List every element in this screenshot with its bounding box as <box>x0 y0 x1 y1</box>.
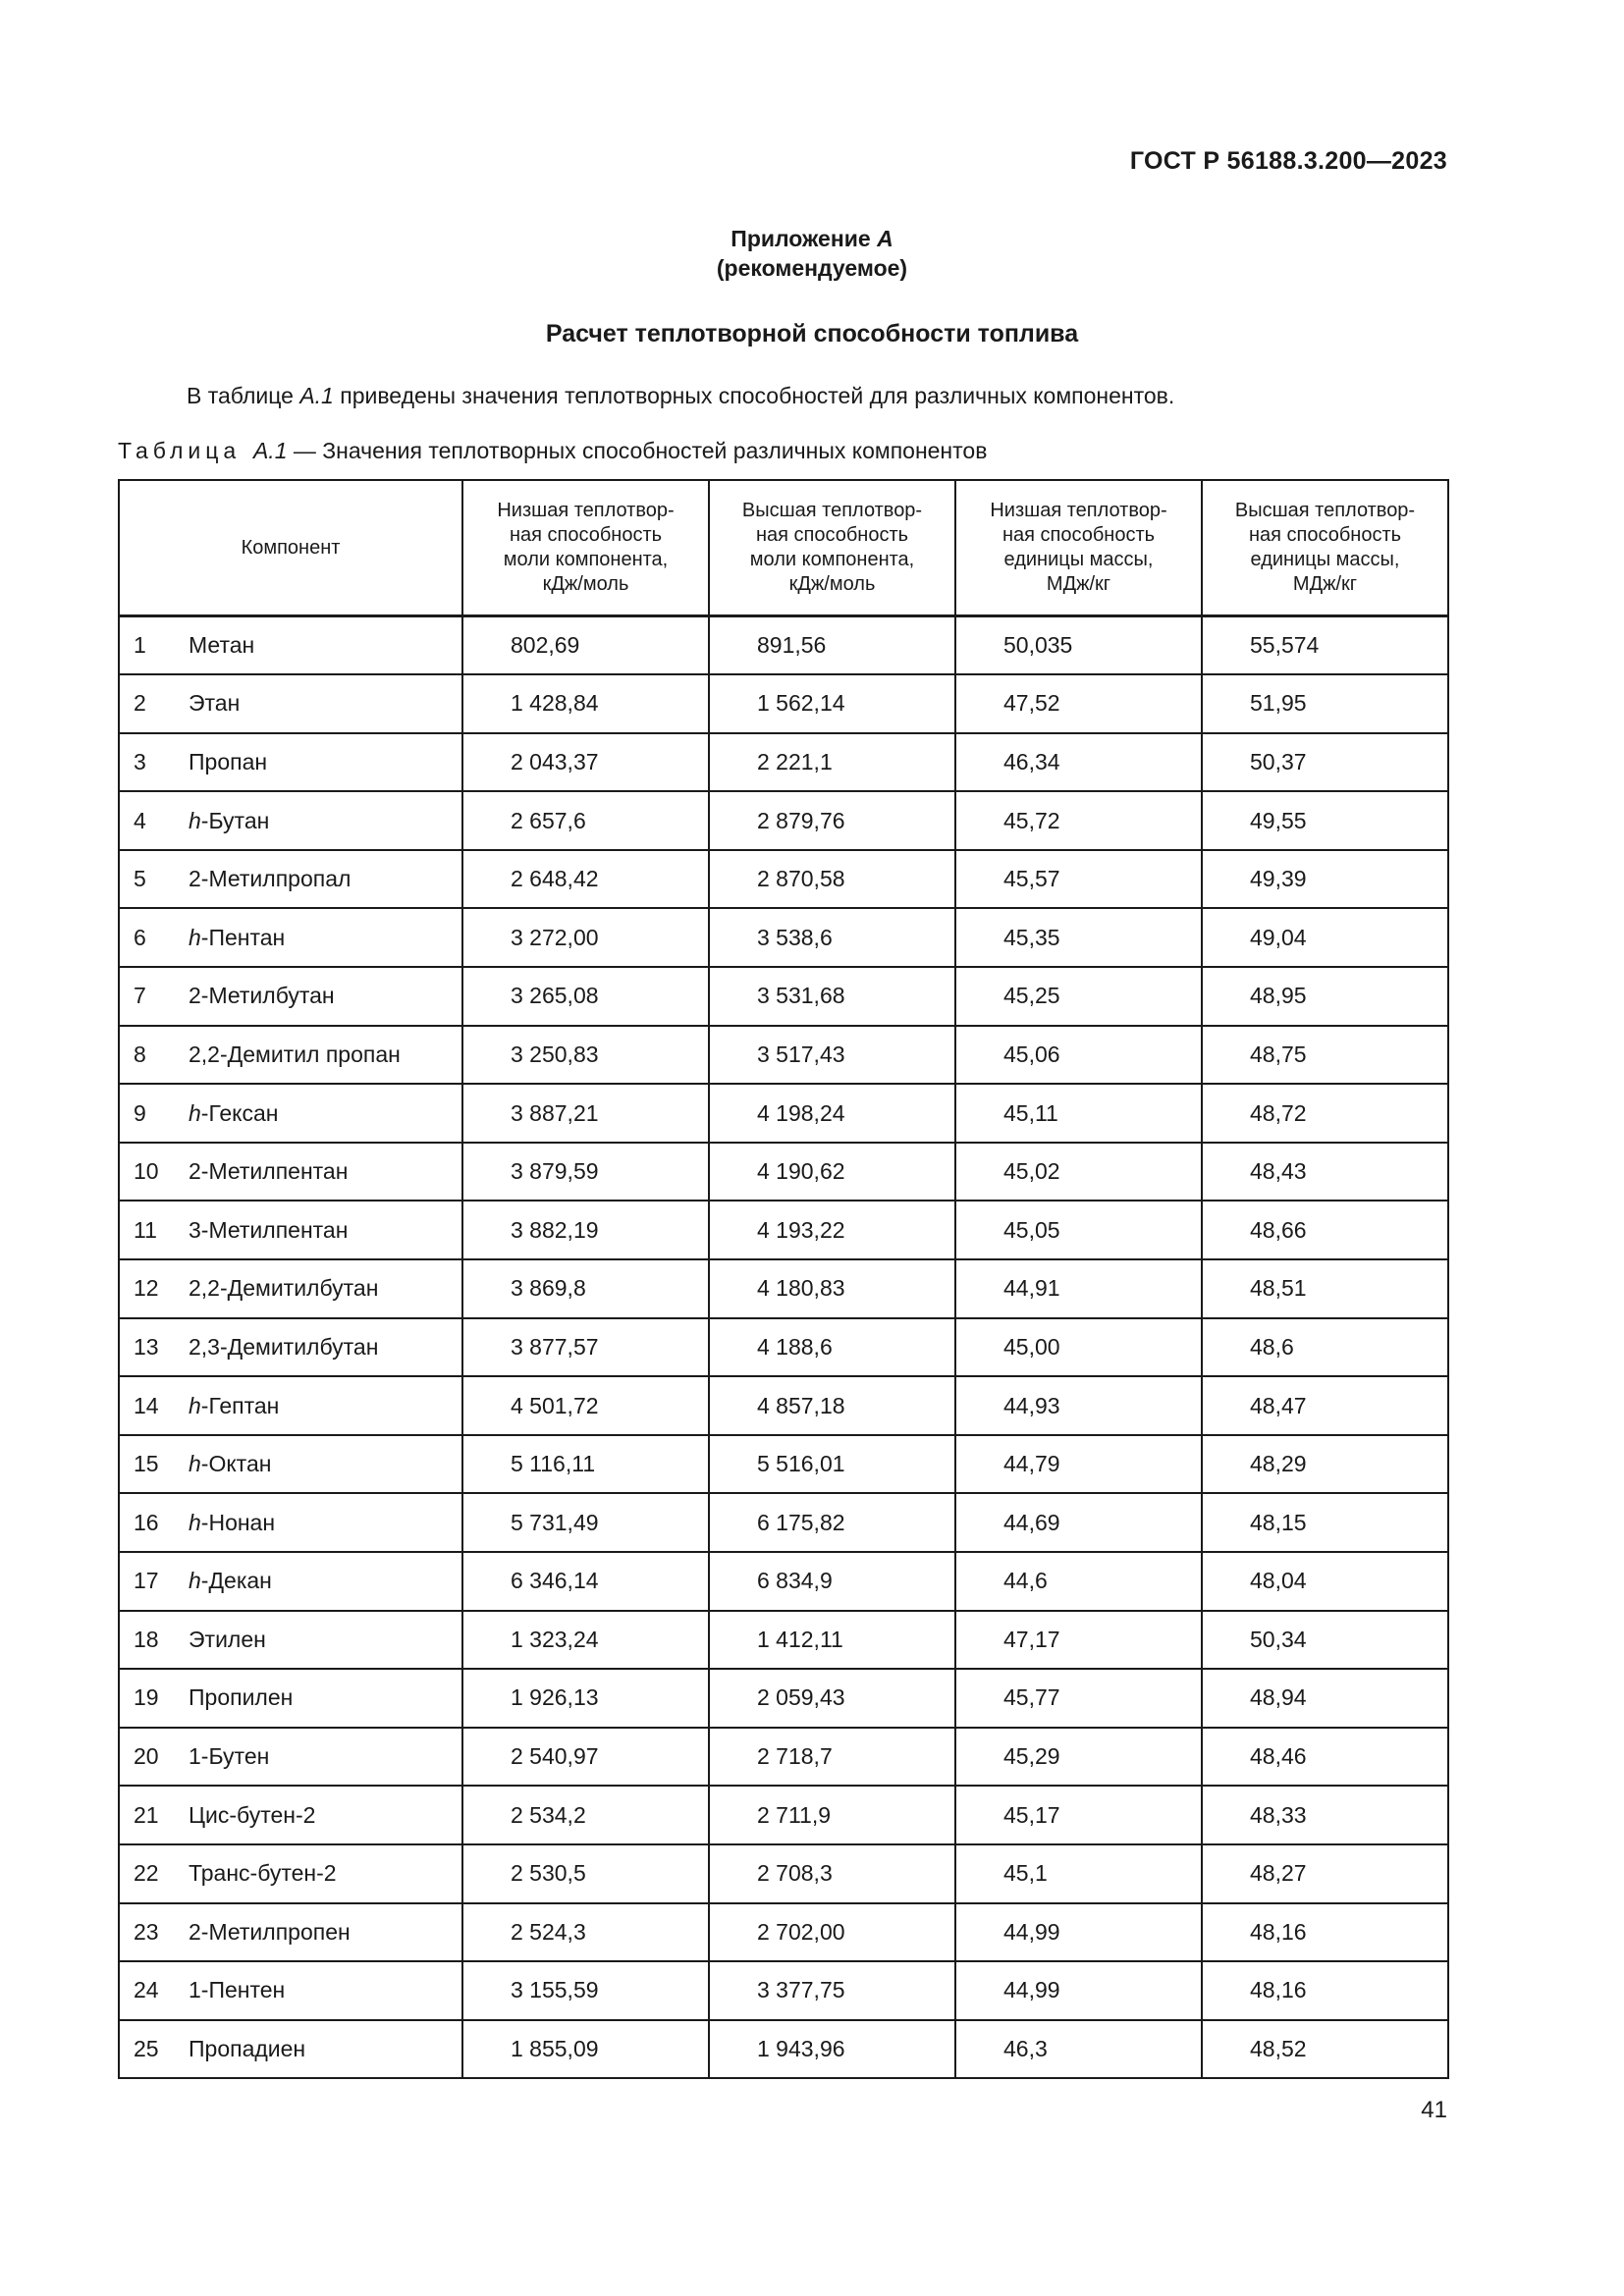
lower-mass-value-cell: 45,11 <box>955 1084 1202 1143</box>
component-name: 2-Метилбутан <box>189 983 335 1009</box>
component-cell <box>119 1611 462 1670</box>
higher-mass-value-cell: 48,47 <box>1202 1376 1448 1435</box>
appendix-status: (рекомендуемое) <box>716 255 908 281</box>
table-row <box>119 1669 1448 1728</box>
component-name: Этан <box>189 690 241 717</box>
lower-mass-value-cell: 44,79 <box>955 1435 1202 1494</box>
lower-mass-value-cell: 46,3 <box>955 2020 1202 2079</box>
component-cell <box>119 1376 462 1435</box>
component-cell <box>119 1903 462 1962</box>
component-name: 1-Пентен <box>189 1977 286 2003</box>
lower-molar-value-cell: 1 428,84 <box>462 674 709 733</box>
lower-mass-value-cell: 46,34 <box>955 733 1202 792</box>
higher-mass-value-cell: 48,16 <box>1202 1903 1448 1962</box>
table-row <box>119 1026 1448 1085</box>
table-row <box>119 850 1448 909</box>
section-title: Расчет теплотворной способности топлива <box>545 320 1079 347</box>
component-cell <box>119 616 462 675</box>
row-number: 16 <box>134 1509 159 1535</box>
row-number: 17 <box>134 1568 159 1594</box>
higher-molar-value-cell: 3 531,68 <box>709 967 955 1026</box>
row-number: 20 <box>134 1743 159 1770</box>
component-name: 1-Бутен <box>189 1743 270 1770</box>
lower-mass-value-cell: 45,17 <box>955 1786 1202 1844</box>
lower-molar-value-cell: 3 265,08 <box>462 967 709 1026</box>
higher-mass-value-cell: 48,29 <box>1202 1435 1448 1494</box>
component-cell <box>119 1669 462 1728</box>
higher-molar-value-cell: 5 516,01 <box>709 1435 955 1494</box>
lower-mass-value-cell: 44,69 <box>955 1493 1202 1552</box>
component-cell <box>119 967 462 1026</box>
higher-molar-value-cell: 2 221,1 <box>709 733 955 792</box>
lower-molar-value-cell: 3 869,8 <box>462 1259 709 1318</box>
lower-molar-value-cell: 2 657,6 <box>462 791 709 850</box>
higher-mass-value-cell: 48,6 <box>1202 1318 1448 1377</box>
table-row <box>119 1844 1448 1903</box>
column-header-3: Высшая теплотвор- ная способность моли компонента, кДж/моль <box>709 480 955 616</box>
higher-mass-value-cell: 48,95 <box>1202 967 1448 1026</box>
component-prefix: h <box>189 807 201 833</box>
component-name: Метан <box>189 632 255 659</box>
lower-molar-value-cell: 6 346,14 <box>462 1552 709 1611</box>
table-row <box>119 1318 1448 1377</box>
lower-molar-value-cell: 3 155,59 <box>462 1961 709 2020</box>
higher-mass-value-cell: 48,04 <box>1202 1552 1448 1611</box>
table-caption-label: Таблица <box>118 438 242 463</box>
lower-molar-value-cell: 2 524,3 <box>462 1903 709 1962</box>
component-name: -Октан <box>200 1451 272 1477</box>
component-prefix: h <box>189 1099 201 1126</box>
row-number: 19 <box>134 1684 159 1711</box>
higher-mass-value-cell: 51,95 <box>1202 674 1448 733</box>
appendix-heading <box>0 224 1624 283</box>
component-name: -Пентан <box>200 924 286 950</box>
higher-mass-value-cell: 48,51 <box>1202 1259 1448 1318</box>
table-row <box>119 1435 1448 1494</box>
intro-paragraph <box>187 383 1174 409</box>
component-name: 2-Метилпентан <box>189 1158 349 1185</box>
row-number: 18 <box>134 1626 159 1652</box>
table-header-row <box>119 480 1448 616</box>
higher-molar-value-cell: 4 180,83 <box>709 1259 955 1318</box>
row-number: 6 <box>134 924 146 950</box>
lower-mass-value-cell: 45,00 <box>955 1318 1202 1377</box>
lower-mass-value-cell: 44,91 <box>955 1259 1202 1318</box>
component-cell <box>119 1552 462 1611</box>
component-name: Цис-бутен-2 <box>189 1801 316 1828</box>
column-header-2: Низшая теплотвор- ная способность моли компонента, кДж/моль <box>462 480 709 616</box>
lower-mass-value-cell: 50,035 <box>955 616 1202 675</box>
intro-after: приведены значения теплотворных способностей для различных компонентов. <box>333 383 1175 408</box>
lower-molar-value-cell: 2 530,5 <box>462 1844 709 1903</box>
lower-mass-value-cell: 44,93 <box>955 1376 1202 1435</box>
lower-molar-value-cell: 3 272,00 <box>462 908 709 967</box>
lower-mass-value-cell: 45,06 <box>955 1026 1202 1085</box>
lower-mass-value-cell: 45,72 <box>955 791 1202 850</box>
table-row <box>119 1903 1448 1962</box>
higher-mass-value-cell: 50,37 <box>1202 733 1448 792</box>
row-number: 15 <box>134 1451 159 1477</box>
lower-molar-value-cell: 5 731,49 <box>462 1493 709 1552</box>
table-row <box>119 1259 1448 1318</box>
lower-molar-value-cell: 5 116,11 <box>462 1435 709 1494</box>
lower-mass-value-cell: 44,99 <box>955 1961 1202 2020</box>
higher-molar-value-cell: 4 198,24 <box>709 1084 955 1143</box>
component-name: -Бутан <box>200 807 270 833</box>
row-number: 25 <box>134 2036 159 2062</box>
component-name: -Нонан <box>200 1509 276 1535</box>
higher-molar-value-cell: 6 175,82 <box>709 1493 955 1552</box>
higher-molar-value-cell: 4 193,22 <box>709 1201 955 1259</box>
row-number: 14 <box>134 1392 159 1418</box>
document-code: ГОСТ Р 56188.3.200—2023 <box>1129 147 1447 175</box>
component-cell <box>119 1728 462 1787</box>
table-row <box>119 791 1448 850</box>
lower-mass-value-cell: 44,99 <box>955 1903 1202 1962</box>
component-name: 2,2-Демитилбутан <box>189 1275 379 1302</box>
component-prefix: h <box>189 1451 201 1477</box>
higher-molar-value-cell: 2 718,7 <box>709 1728 955 1787</box>
lower-mass-value-cell: 45,29 <box>955 1728 1202 1787</box>
higher-mass-value-cell: 49,55 <box>1202 791 1448 850</box>
higher-mass-value-cell: 50,34 <box>1202 1611 1448 1670</box>
lower-mass-value-cell: 45,1 <box>955 1844 1202 1903</box>
component-name: Пропилен <box>189 1684 294 1711</box>
lower-mass-value-cell: 45,35 <box>955 908 1202 967</box>
higher-molar-value-cell: 4 857,18 <box>709 1376 955 1435</box>
component-name: -Декан <box>200 1568 272 1594</box>
table-body <box>119 616 1448 2079</box>
component-cell <box>119 1961 462 2020</box>
table-row <box>119 674 1448 733</box>
table-caption-ref: А.1 <box>252 438 288 463</box>
higher-mass-value-cell: 48,66 <box>1202 1201 1448 1259</box>
higher-molar-value-cell: 2 059,43 <box>709 1669 955 1728</box>
row-number: 11 <box>134 1216 157 1243</box>
component-cell <box>119 1318 462 1377</box>
higher-mass-value-cell: 48,72 <box>1202 1084 1448 1143</box>
higher-molar-value-cell: 1 562,14 <box>709 674 955 733</box>
table-row <box>119 616 1448 675</box>
higher-mass-value-cell: 48,75 <box>1202 1026 1448 1085</box>
table-row <box>119 1786 1448 1844</box>
higher-molar-value-cell: 1 943,96 <box>709 2020 955 2079</box>
component-name: -Гексан <box>200 1099 279 1126</box>
page-number: 41 <box>1421 2097 1447 2123</box>
component-cell <box>119 1084 462 1143</box>
component-prefix: h <box>189 1568 201 1594</box>
higher-molar-value-cell: 6 834,9 <box>709 1552 955 1611</box>
table-row <box>119 1201 1448 1259</box>
column-header-5: Высшая теплотвор- ная способность единицы массы, МДж/кг <box>1202 480 1448 616</box>
column-header-1: Компонент <box>119 480 462 616</box>
table-row <box>119 908 1448 967</box>
higher-mass-value-cell: 55,574 <box>1202 616 1448 675</box>
lower-mass-value-cell: 45,25 <box>955 967 1202 1026</box>
appendix-title <box>0 224 1624 253</box>
lower-molar-value-cell: 3 879,59 <box>462 1143 709 1201</box>
appendix-letter: А <box>877 226 893 251</box>
intro-before: В таблице <box>187 383 300 408</box>
higher-molar-value-cell: 3 377,75 <box>709 1961 955 2020</box>
row-number: 22 <box>134 1860 159 1887</box>
row-number: 23 <box>134 1918 159 1945</box>
component-cell <box>119 674 462 733</box>
lower-molar-value-cell: 1 855,09 <box>462 2020 709 2079</box>
higher-mass-value-cell: 48,15 <box>1202 1493 1448 1552</box>
row-number: 5 <box>134 866 146 892</box>
component-cell <box>119 1201 462 1259</box>
lower-mass-value-cell: 44,6 <box>955 1552 1202 1611</box>
lower-mass-value-cell: 47,17 <box>955 1611 1202 1670</box>
lower-molar-value-cell: 2 534,2 <box>462 1786 709 1844</box>
higher-mass-value-cell: 48,52 <box>1202 2020 1448 2079</box>
table-row <box>119 1084 1448 1143</box>
row-number: 21 <box>134 1801 159 1828</box>
component-name: 2-Метилпропен <box>189 1918 351 1945</box>
higher-molar-value-cell: 3 517,43 <box>709 1026 955 1085</box>
table-row <box>119 1376 1448 1435</box>
component-cell <box>119 1786 462 1844</box>
component-cell <box>119 733 462 792</box>
table-row <box>119 1728 1448 1787</box>
component-name: 2-Метилпропал <box>189 866 352 892</box>
table-row <box>119 1611 1448 1670</box>
table-row <box>119 1552 1448 1611</box>
higher-molar-value-cell: 891,56 <box>709 616 955 675</box>
row-number: 10 <box>134 1158 159 1185</box>
row-number: 4 <box>134 807 146 833</box>
table-row <box>119 733 1448 792</box>
higher-molar-value-cell: 3 538,6 <box>709 908 955 967</box>
lower-molar-value-cell: 3 882,19 <box>462 1201 709 1259</box>
table-caption <box>118 438 987 464</box>
component-cell <box>119 1435 462 1494</box>
component-name: 2,3-Демитилбутан <box>189 1333 379 1360</box>
lower-mass-value-cell: 45,02 <box>955 1143 1202 1201</box>
table-row <box>119 1961 1448 2020</box>
lower-molar-value-cell: 2 648,42 <box>462 850 709 909</box>
higher-mass-value-cell: 48,46 <box>1202 1728 1448 1787</box>
component-cell <box>119 850 462 909</box>
row-number: 13 <box>134 1333 159 1360</box>
component-cell <box>119 908 462 967</box>
row-number: 8 <box>134 1041 146 1067</box>
lower-molar-value-cell: 4 501,72 <box>462 1376 709 1435</box>
row-number: 12 <box>134 1275 159 1302</box>
component-cell <box>119 2020 462 2079</box>
component-cell <box>119 1259 462 1318</box>
component-name: 3-Метилпентан <box>189 1216 349 1243</box>
higher-mass-value-cell: 48,27 <box>1202 1844 1448 1903</box>
lower-molar-value-cell: 2 043,37 <box>462 733 709 792</box>
higher-mass-value-cell: 49,04 <box>1202 908 1448 967</box>
higher-mass-value-cell: 48,33 <box>1202 1786 1448 1844</box>
component-name: Транс-бутен-2 <box>189 1860 337 1887</box>
higher-molar-value-cell: 2 702,00 <box>709 1903 955 1962</box>
component-name: Этилен <box>189 1626 266 1652</box>
lower-molar-value-cell: 802,69 <box>462 616 709 675</box>
lower-molar-value-cell: 3 877,57 <box>462 1318 709 1377</box>
row-number: 24 <box>134 1977 159 2003</box>
appendix-prefix: Приложение <box>731 226 871 251</box>
higher-molar-value-cell: 4 188,6 <box>709 1318 955 1377</box>
component-cell <box>119 1026 462 1085</box>
higher-molar-value-cell: 1 412,11 <box>709 1611 955 1670</box>
row-number: 7 <box>134 983 146 1009</box>
higher-molar-value-cell: 2 879,76 <box>709 791 955 850</box>
lower-mass-value-cell: 45,77 <box>955 1669 1202 1728</box>
component-name: 2,2-Демитил пропан <box>189 1041 401 1067</box>
higher-molar-value-cell: 4 190,62 <box>709 1143 955 1201</box>
higher-molar-value-cell: 2 870,58 <box>709 850 955 909</box>
column-header-4: Низшая теплотвор- ная способность единицы массы, МДж/кг <box>955 480 1202 616</box>
component-name: Пропан <box>189 748 268 774</box>
higher-molar-value-cell: 2 708,3 <box>709 1844 955 1903</box>
component-cell <box>119 1844 462 1903</box>
table-row <box>119 1493 1448 1552</box>
lower-molar-value-cell: 2 540,97 <box>462 1728 709 1787</box>
component-prefix: h <box>189 1509 201 1535</box>
higher-mass-value-cell: 49,39 <box>1202 850 1448 909</box>
row-number: 2 <box>134 690 146 717</box>
intro-table-ref: А.1 <box>299 383 334 408</box>
higher-mass-value-cell: 48,43 <box>1202 1143 1448 1201</box>
component-cell <box>119 1143 462 1201</box>
higher-molar-value-cell: 2 711,9 <box>709 1786 955 1844</box>
component-prefix: h <box>189 1392 201 1418</box>
row-number: 3 <box>134 748 146 774</box>
component-name: Пропадиен <box>189 2036 306 2062</box>
component-cell <box>119 1493 462 1552</box>
row-number: 1 <box>134 632 146 659</box>
calorific-values-table <box>118 479 1449 2079</box>
table-caption-text: — Значения теплотворных способностей различных компонентов <box>287 438 988 463</box>
higher-mass-value-cell: 48,94 <box>1202 1669 1448 1728</box>
table-row <box>119 967 1448 1026</box>
lower-mass-value-cell: 45,05 <box>955 1201 1202 1259</box>
lower-molar-value-cell: 1 323,24 <box>462 1611 709 1670</box>
higher-mass-value-cell: 48,16 <box>1202 1961 1448 2020</box>
component-prefix: h <box>189 924 201 950</box>
table-row <box>119 1143 1448 1201</box>
lower-mass-value-cell: 45,57 <box>955 850 1202 909</box>
lower-molar-value-cell: 3 250,83 <box>462 1026 709 1085</box>
table-row <box>119 2020 1448 2079</box>
lower-molar-value-cell: 3 887,21 <box>462 1084 709 1143</box>
component-cell <box>119 791 462 850</box>
row-number: 9 <box>134 1099 146 1126</box>
lower-molar-value-cell: 1 926,13 <box>462 1669 709 1728</box>
lower-mass-value-cell: 47,52 <box>955 674 1202 733</box>
component-name: -Гептан <box>200 1392 280 1418</box>
